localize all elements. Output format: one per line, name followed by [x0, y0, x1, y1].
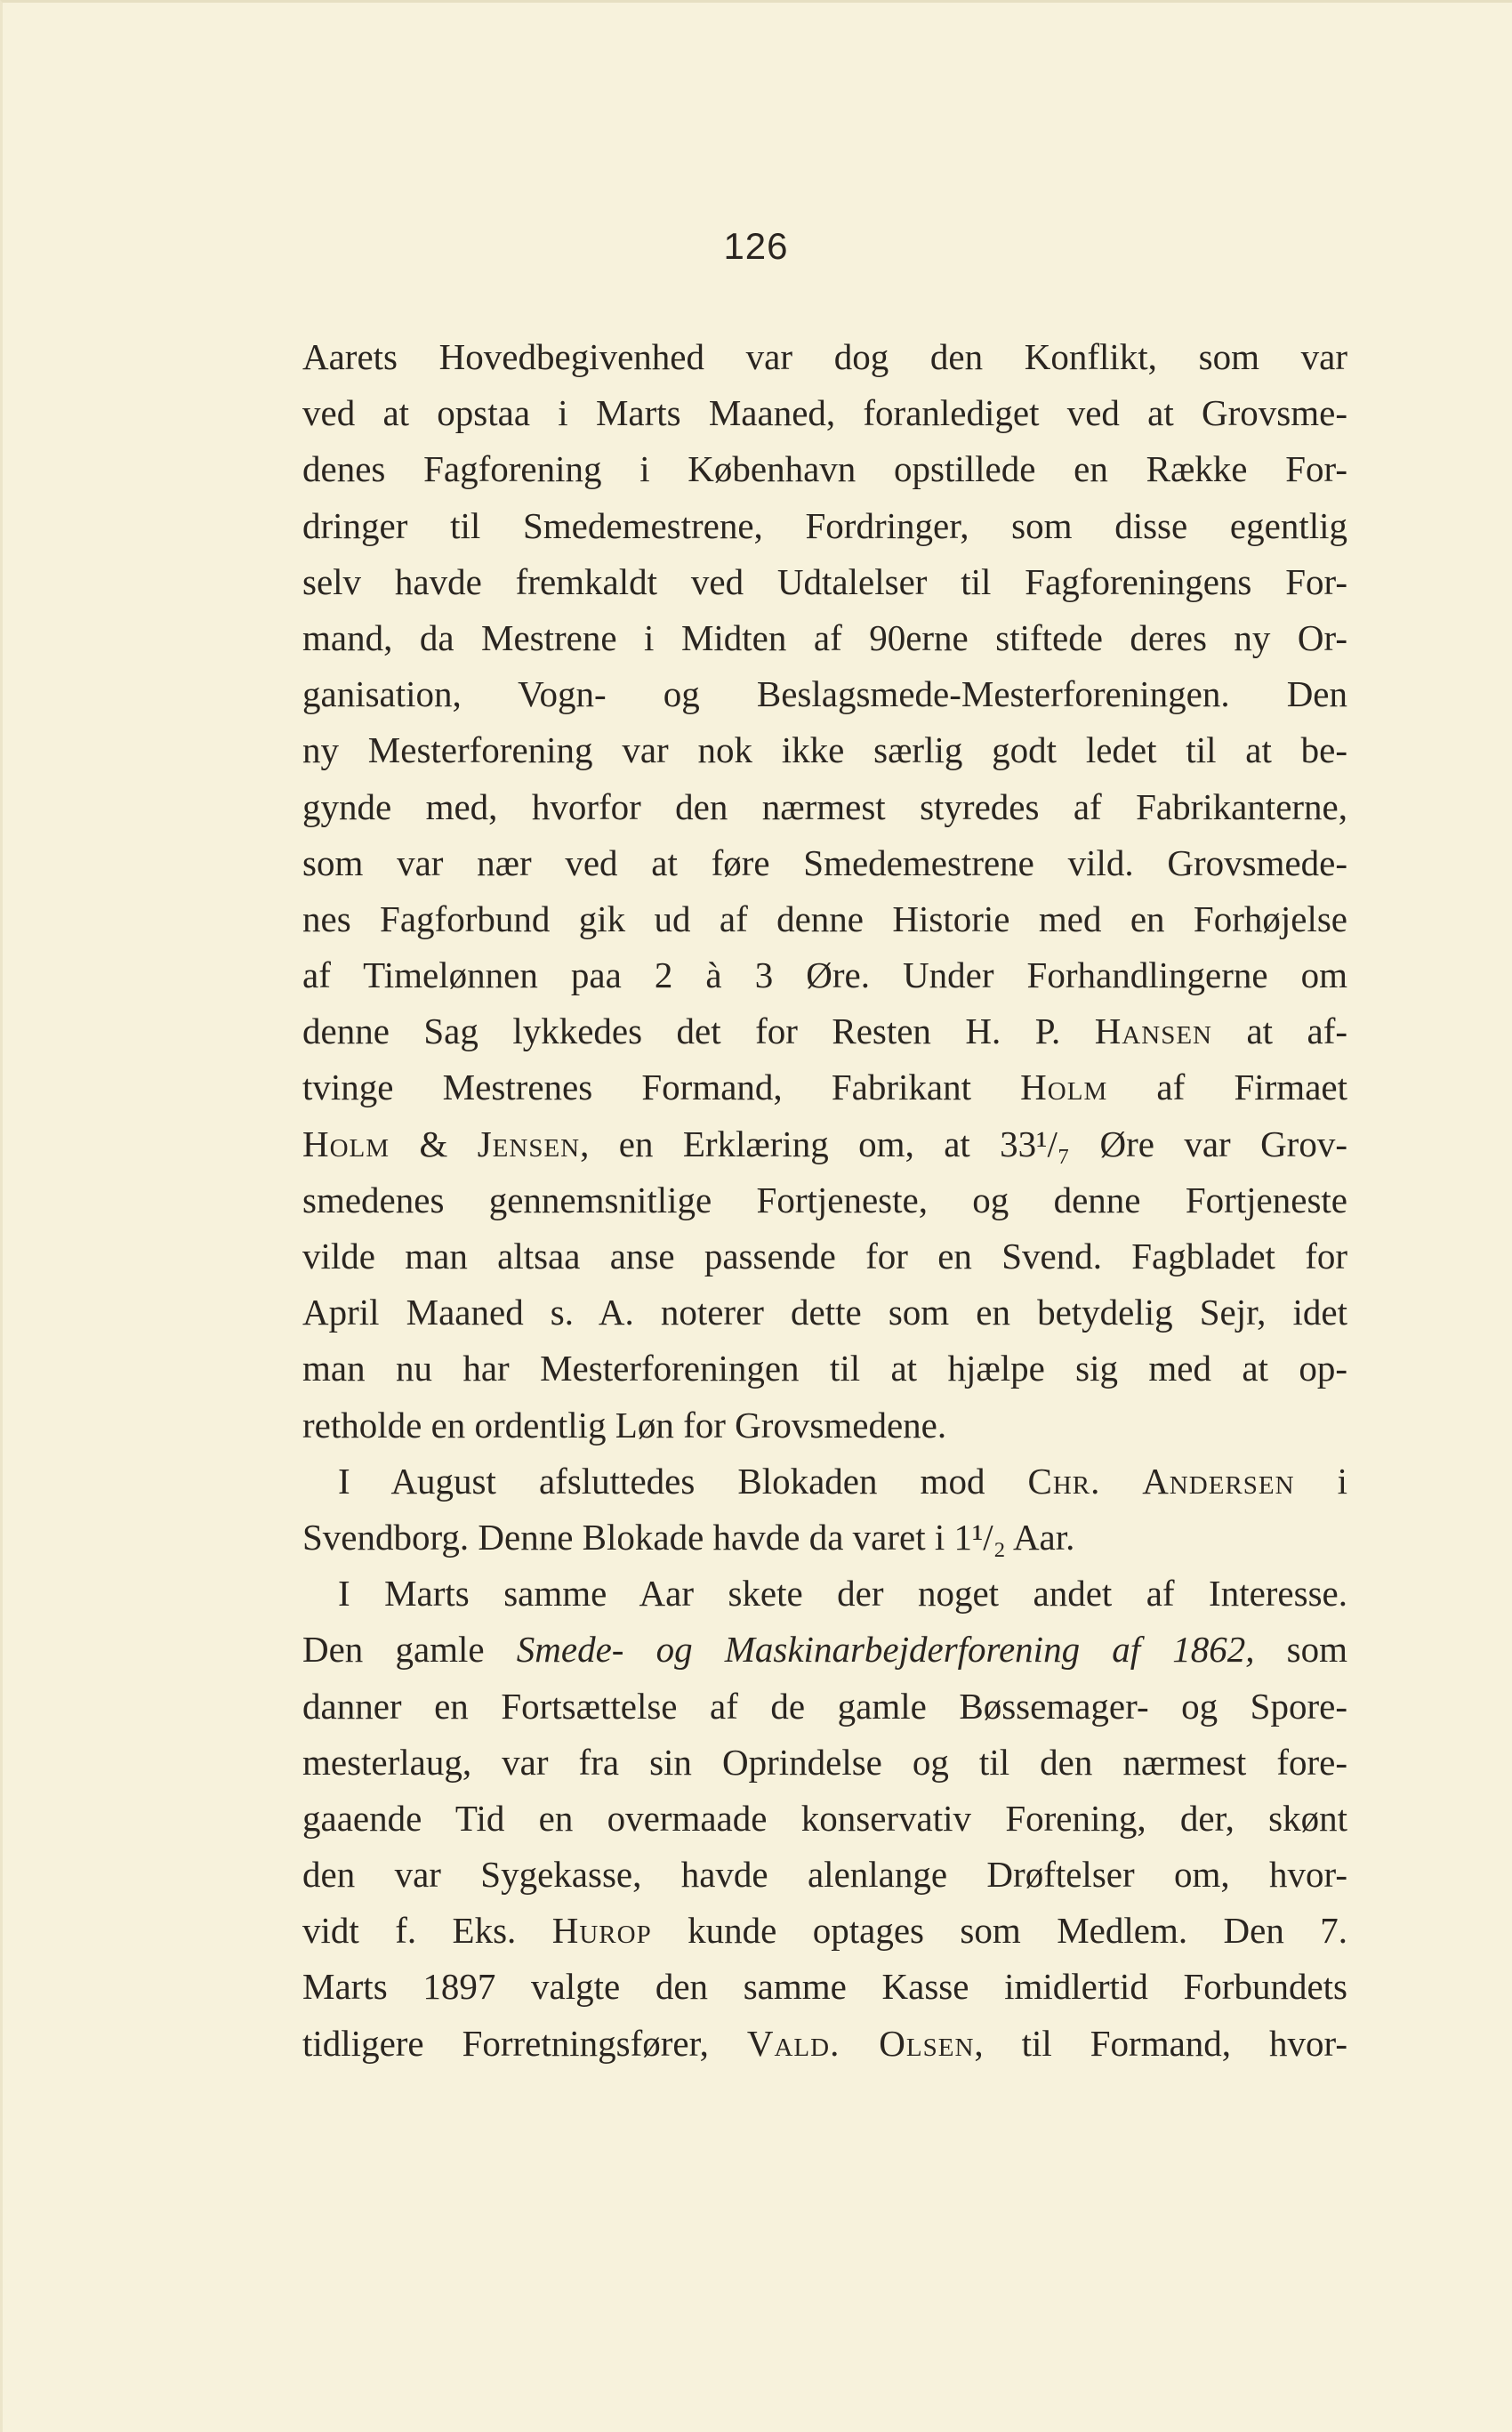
- text-line: [302, 779, 1347, 835]
- text-run: I Marts samme Aar skete der noget andet af Interesse.: [338, 1573, 1347, 1615]
- title-italic: Smede- og Maskinarbejderforening af 1862,: [516, 1629, 1255, 1671]
- text-run: retholde en ordentlig Løn for Grovsmedene.: [302, 1404, 947, 1446]
- text-run: danner en Fortsættelse af de gamle Bøssemager- og Spore-: [302, 1685, 1347, 1727]
- name-smallcaps: Holm: [302, 1123, 390, 1164]
- text-line: [302, 329, 1347, 385]
- text-line: [302, 554, 1347, 610]
- text-run: Marts 1897 valgte den samme Kasse imidlertid Forbundets: [302, 1966, 1347, 2008]
- text-line: [302, 1116, 1347, 1172]
- text-run: at af-: [1211, 1011, 1348, 1052]
- text-line: [302, 2016, 1347, 2072]
- text-run: kunde optages som Medlem. Den 7.: [651, 1910, 1348, 1952]
- text-line: [302, 1679, 1347, 1735]
- text-line: [302, 1847, 1347, 1903]
- text-run: af Firmaet: [1107, 1067, 1347, 1108]
- text-line: [302, 1735, 1347, 1791]
- text-run: nes Fagforbund gik ud af denne Historie med en Forhøjelse: [302, 898, 1347, 939]
- text-run: gynde med, hvorfor den nærmest styredes af Fabrikanterne,: [302, 785, 1347, 827]
- name-smallcaps: Hansen: [1094, 1011, 1212, 1052]
- text-line: [302, 1566, 1347, 1622]
- text-run: dringer til Smedemestrene, Fordringer, som disse egentlig: [302, 504, 1347, 546]
- text-run: denes Fagforening i København opstillede en Række For-: [302, 448, 1347, 490]
- text-run: April Maaned s. A. noterer dette som en betydelig Sejr, idet: [302, 1292, 1347, 1333]
- text-run: den var Sygekasse, havde alenlange Drøftelser om, hvor-: [302, 1854, 1347, 1896]
- text-line: [302, 1454, 1347, 1510]
- text-run: I August afsluttedes Blokaden mod: [338, 1460, 1028, 1502]
- text-run: ny Mesterforening var nok ikke særlig godt ledet til at be-: [302, 729, 1347, 771]
- name-smallcaps: Holm: [1020, 1067, 1108, 1108]
- text-line: [302, 891, 1347, 947]
- text-run: ved at opstaa i Marts Maaned, foranlediget ved at Grovsme-: [302, 392, 1347, 434]
- name-smallcaps: Chr. Andersen: [1027, 1460, 1295, 1502]
- text-run: i: [1294, 1460, 1347, 1502]
- text-run: tvinge Mestrenes Formand, Fabrikant: [302, 1067, 1021, 1108]
- text-line: [302, 610, 1347, 666]
- text-run: af Timelønnen paa 2 à 3 Øre. Under Forhandlingerne om: [302, 954, 1347, 996]
- text-run: Den gamle: [302, 1629, 517, 1671]
- text-run: &: [390, 1123, 478, 1164]
- text-line: [302, 1791, 1347, 1847]
- text-run: mand, da Mestrene i Midten af 90erne stiftede deres ny Or-: [302, 616, 1347, 658]
- text-run: gaaende Tid en overmaade konservativ Forening, der, skønt: [302, 1797, 1347, 1839]
- text-line: [302, 1003, 1347, 1059]
- text-run: tidligere Forretningsfører,: [302, 2022, 747, 2064]
- text-line: [302, 1510, 1347, 1566]
- text-line: [302, 1959, 1347, 2015]
- text-run: som var nær ved at føre Smedemestrene vild. Grovsmede-: [302, 842, 1347, 883]
- text-line: [302, 947, 1347, 1003]
- text-line: [302, 1622, 1347, 1678]
- text-line: [302, 1228, 1347, 1284]
- text-run: smedenes gennemsnitlige Fortjeneste, og denne Fortjeneste: [302, 1179, 1347, 1220]
- text-run: selv havde fremkaldt ved Udtalelser til Fagforeningens For-: [302, 560, 1347, 602]
- name-smallcaps: Vald. Olsen: [746, 2022, 975, 2064]
- text-run: , en Erklæring om, at 33¹/₇ Øre var Grov-: [580, 1123, 1347, 1164]
- text-run: som: [1254, 1629, 1348, 1671]
- name-smallcaps: Jensen: [477, 1123, 581, 1164]
- text-run: vilde man altsaa anse passende for en Svend. Fagbladet for: [302, 1236, 1347, 1276]
- name-smallcaps: Hurop: [551, 1910, 652, 1952]
- text-run: Svendborg. Denne Blokade havde da varet i 1¹/₂ Aar.: [302, 1516, 1075, 1558]
- text-line: [302, 835, 1347, 891]
- text-run: , til Formand, hvor-: [974, 2022, 1347, 2064]
- text-line: [302, 1397, 1347, 1454]
- body-text: [302, 329, 1347, 2072]
- page-number: 126: [723, 225, 789, 267]
- text-run: man nu har Mesterforeningen til at hjælpe sig med at op-: [302, 1348, 1347, 1389]
- text-run: vidt f. Eks.: [302, 1910, 552, 1952]
- text-line: [302, 1903, 1347, 1959]
- text-line: [302, 498, 1347, 554]
- text-line: [302, 385, 1347, 441]
- text-run: Aarets Hovedbegivenhed var dog den Konflikt, som var: [302, 336, 1347, 377]
- text-run: mesterlaug, var fra sin Oprindelse og til den nærmest fore-: [302, 1741, 1347, 1783]
- text-line: [302, 666, 1347, 722]
- text-line: [302, 1059, 1347, 1115]
- text-line: [302, 1172, 1347, 1228]
- text-line: [302, 441, 1347, 497]
- text-line: [302, 1284, 1347, 1341]
- text-run: ganisation, Vogn- og Beslagsmede-Mesterforeningen. Den: [302, 673, 1347, 715]
- text-line: [302, 1341, 1347, 1397]
- text-run: denne Sag lykkedes det for Resten H. P.: [302, 1011, 1095, 1052]
- text-line: [302, 722, 1347, 778]
